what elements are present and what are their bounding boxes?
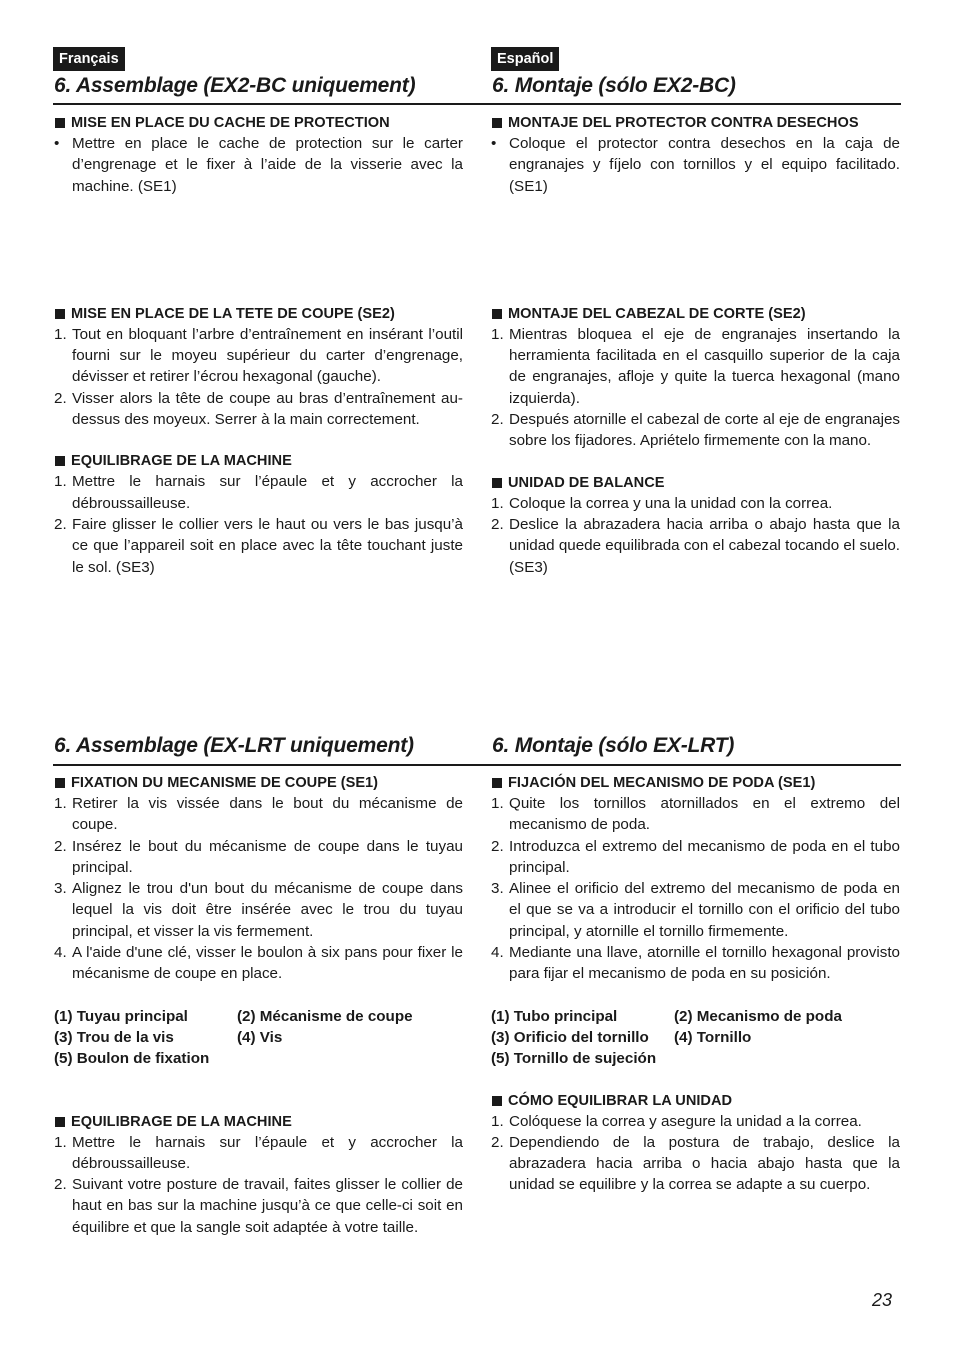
item-number: 2. [54,389,67,407]
column-fr-top [54,113,463,599]
list-item [491,409,900,452]
item-number: 4. [54,944,67,962]
list-item [54,942,463,985]
heading-text: EQUILIBRAGE DE LA MACHINE [71,1113,292,1130]
list-item [491,942,900,985]
square-bullet-icon [54,1112,66,1132]
heading-es-debris-protector [491,113,900,133]
item-number: 2. [491,837,504,855]
list-fr-balance [54,471,463,577]
section-fr-protection-cover [54,113,463,197]
legend-item: (1) Tubo principal [491,1007,618,1025]
list-fr-protection-cover [54,133,463,197]
item-text: Suivant votre posture de travail, faites glisser le collier de haut en bas sur la machine jusqu’à ce que celle-ci soit en équilibre et que la sangle soit adaptée à votre taille. [72,1176,463,1236]
heading-fr-cutting-head [54,304,463,324]
list-es-cutting-head [491,324,900,452]
heading-text: MONTAJE DEL PROTECTOR CONTRA DESECHOS [508,115,859,131]
item-text: Alignez le trou d'un bout du mécanisme de coupe dans lequel la vis doit être insérée avec le trou du tuyau principal, et visser la vis fermement. [72,880,463,940]
section-title-es-exlrt: 6. Montaje (sólo EX-LRT) [492,734,735,757]
item-number: 1. [491,494,504,512]
section-title-fr-ex2bc: 6. Assemblage (EX2-BC uniquement) [54,74,416,97]
heading-fr-balance-2 [54,1112,463,1132]
list-item [491,793,900,836]
list-item [54,793,463,836]
list-item [54,514,463,578]
title-rule-top [53,103,901,105]
item-text: Dependiendo de la postura de trabajo, deslice la abrazadera hacia arriba o hacia abajo hasta que la unidad se equilibre y la correa se adapte a su cuerpo. [509,1133,900,1194]
list-item [54,388,463,431]
section-es-debris-protector [491,113,900,197]
list-fr-balance-2 [54,1132,463,1238]
list-fr-cutting-mechanism [54,793,463,985]
item-text: Alinee el orificio del extremo del mecanismo de poda en el que se va a introducir el tornillo con el orificio del tubo principal, y atornille el tornillo firmemente. [509,880,900,940]
section-fr-balance-2 [54,1112,463,1238]
item-number: 1. [491,795,504,812]
item-number: 1. [54,1133,67,1151]
square-bullet-icon [491,473,503,493]
section-title-es-ex2bc: 6. Montaje (sólo EX2-BC) [492,74,736,97]
square-bullet-icon [491,1091,503,1111]
legend-item: (4) Vis [237,1028,283,1046]
heading-es-cutting-head [491,304,900,324]
item-number: 2. [491,515,504,533]
parts-legend-es [491,1006,900,1070]
list-item [491,514,900,578]
item-text: Mettre le harnais sur l’épaule et y accrocher la débroussailleuse. [72,473,463,512]
legend-item: (5) Boulon de fixation [54,1050,210,1068]
title-rule-bottom [53,764,901,766]
list-item [491,324,900,409]
language-tag-spanish: Español [491,47,559,71]
column-fr-bottom [54,773,463,1259]
legend-item: (4) Tornillo [674,1028,752,1046]
bullet-marker: • [491,135,497,152]
square-bullet-icon [54,773,66,793]
legend-item: (2) Mecanismo de poda [674,1007,842,1025]
legend-item: (3) Trou de la vis [54,1028,174,1046]
item-text: Deslice la abrazadera hacia arriba o abajo hasta que la unidad quede equilibrada con el cabezal tocando el suelo. (SE3) [509,515,900,576]
heading-text: MISE EN PLACE DU CACHE DE PROTECTION [71,115,390,131]
list-item [491,1132,900,1196]
list-es-balance [491,493,900,578]
item-number: 3. [54,880,67,898]
item-text: A l'aide d'une clé, visser le boulon à six pans pour fixer le mécanisme de coupe en place. [72,944,463,983]
section-title-fr-exlrt: 6. Assemblage (EX-LRT uniquement) [54,734,414,757]
list-item [491,133,900,197]
square-bullet-icon [491,113,503,133]
heading-text: UNIDAD DE BALANCE [508,474,665,491]
item-text: Mediante una llave, atornille el tornillo hexagonal provisto para fijar el mecanismo de poda en su posición. [509,944,900,983]
section-es-balance [491,473,900,578]
item-number: 2. [54,1176,67,1194]
item-number: 1. [54,473,67,491]
item-text: Mientras bloquea el eje de engranajes insertando la herramienta facilitada en el casquillo superior de la caja de engranajes, afloje y quite la tuerca hexagonal (mano izquierda). [509,325,900,407]
list-item [54,471,463,514]
legend-item: (1) Tuyau principal [54,1007,188,1025]
list-item [54,1132,463,1175]
item-number: 1. [54,325,67,343]
item-text: Después atornille el cabezal de corte al eje de engranajes sobre los fijadores. Apriételo firmemente con la mano. [509,411,900,450]
item-number: 2. [54,515,67,533]
item-number: 3. [491,880,504,898]
section-es-pruning-mechanism [491,773,900,985]
square-bullet-icon [491,304,503,324]
item-number: 2. [54,837,67,855]
list-item [54,133,463,197]
item-text: Coloque el protector contra desechos en la caja de engranajes y fíjelo con tornillos y el equipo facilitado. (SE1) [509,135,900,195]
heading-fr-protection-cover [54,113,463,133]
heading-text: EQUILIBRAGE DE LA MACHINE [71,453,292,470]
item-number: 1. [491,325,504,343]
page-number: 23 [872,1290,893,1310]
item-text: Colóquese la correa y asegure la unidad a la correa. [509,1112,862,1130]
item-text: Retirer la vis vissée dans le bout du mécanisme de coupe. [72,795,463,834]
list-item [491,1111,900,1132]
parts-legend-fr [54,1006,463,1070]
heading-text: FIXATION DU MECANISME DE COUPE (SE1) [71,775,379,791]
item-text: Coloque la correa y una la unidad con la correa. [509,494,833,512]
list-item [54,324,463,388]
list-es-balance-2 [491,1111,900,1196]
item-number: 2. [491,411,504,429]
section-es-balance-2 [491,1091,900,1196]
square-bullet-icon [54,451,66,471]
bullet-marker: • [54,135,60,152]
item-text: Visser alors la tête de coupe au bras d’entraînement au-dessus des moyeux. Serrer à la main correctement. [72,389,463,429]
square-bullet-icon [54,304,66,324]
list-es-debris-protector [491,133,900,197]
list-item [491,493,900,514]
list-fr-cutting-head [54,324,463,430]
list-item [54,836,463,879]
heading-text: FIJACIÓN DEL MECANISMO DE PODA (SE1) [508,775,816,791]
column-es-top [491,113,900,599]
section-fr-cutting-mechanism [54,773,463,985]
section-fr-cutting-head [54,304,463,430]
square-bullet-icon [491,773,503,793]
heading-fr-cutting-mechanism [54,773,463,793]
item-text: Mettre le harnais sur l’épaule et y accrocher la débroussailleuse. [72,1133,463,1172]
section-es-cutting-head [491,304,900,452]
square-bullet-icon [54,113,66,133]
list-item [54,878,463,942]
list-item [491,836,900,879]
heading-es-pruning-mechanism [491,773,900,793]
heading-text: MISE EN PLACE DE LA TETE DE COUPE (SE2) [71,305,395,322]
legend-item: (3) Orificio del tornillo [491,1028,649,1046]
item-number: 1. [491,1112,504,1130]
legend-item: (5) Tornillo de sujeción [491,1050,657,1068]
list-es-pruning-mechanism [491,793,900,985]
item-number: 2. [491,1133,504,1151]
column-es-bottom [491,773,900,1217]
section-fr-balance [54,451,463,577]
item-text: Insérez le bout du mécanisme de coupe dans le tuyau principal. [72,837,463,876]
heading-text: MONTAJE DEL CABEZAL DE CORTE (SE2) [508,305,806,322]
heading-fr-balance [54,451,463,471]
legend-item: (2) Mécanisme de coupe [237,1007,413,1025]
item-number: 1. [54,795,67,812]
item-text: Quite los tornillos atornillados en el extremo del mecanismo de poda. [509,795,900,834]
list-item [491,878,900,942]
item-text: Faire glisser le collier vers le haut ou vers le bas jusqu’à ce que l’appareil soit en place avec la tête touchant juste le sol. (SE3) [72,515,463,576]
item-text: Mettre en place le cache de protection sur le carter d’engrenage et le fixer à l’aide de la visserie avec la machine. (SE1) [72,135,463,195]
list-item [54,1174,463,1238]
item-text: Tout en bloquant l’arbre d’entraînement en insérant l’outil fourni sur le moyeu supérieur du carter d’engrenage, dévisser et retirer l’écrou hexagonal (gauche). [72,325,463,386]
language-tag-french: Français [53,47,125,71]
heading-es-balance [491,473,900,493]
heading-text: CÓMO EQUILIBRAR LA UNIDAD [508,1092,733,1109]
item-text: Introduzca el extremo del mecanismo de poda en el tubo principal. [509,837,900,876]
item-number: 4. [491,944,504,962]
heading-es-balance-2 [491,1091,900,1111]
